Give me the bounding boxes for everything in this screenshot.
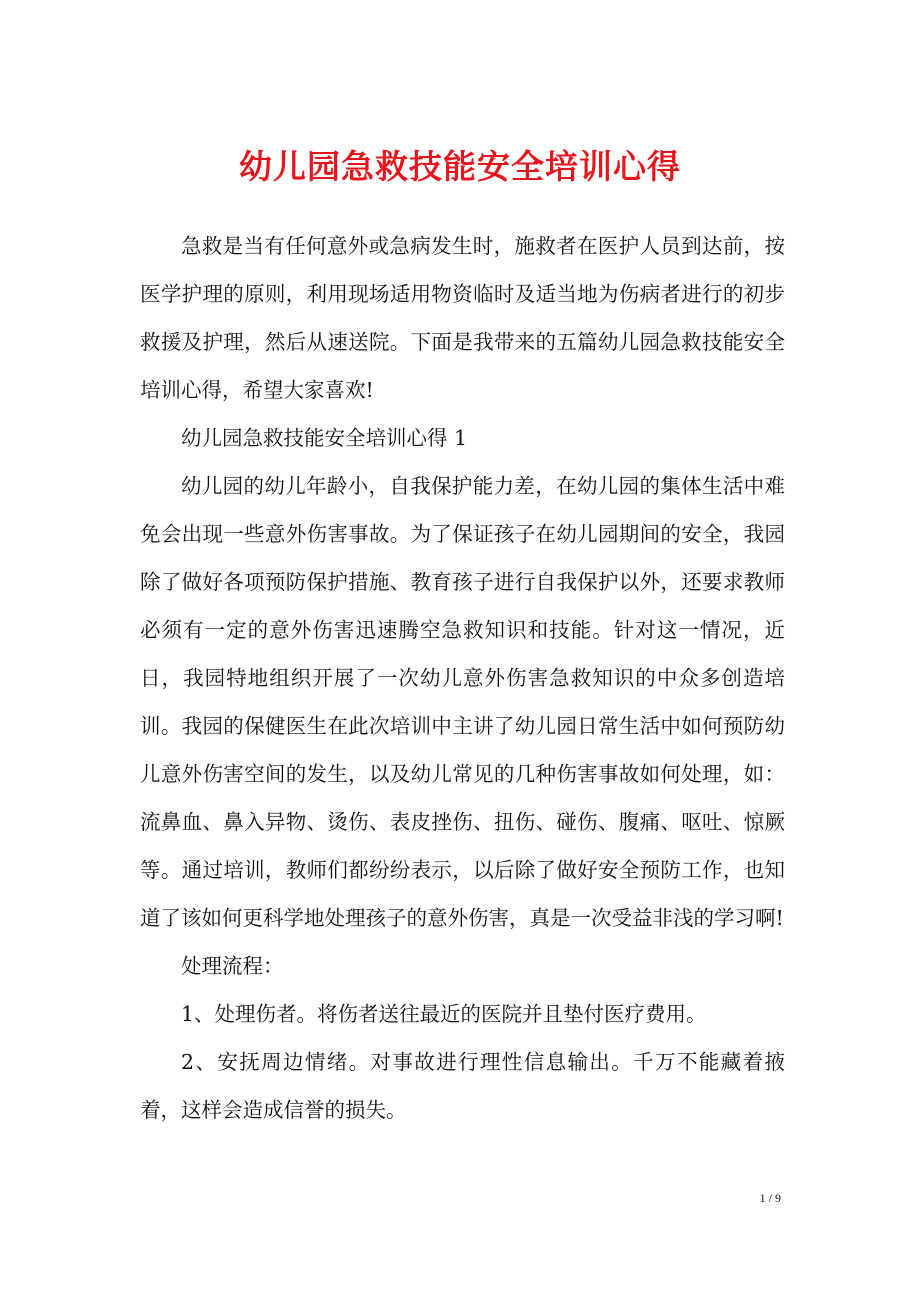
process-step-2: 2、安抚周边情绪。对事故进行理性信息输出。千万不能藏着掖着，这样会造成信誉的损失。	[140, 1050, 785, 1122]
process-heading: 处理流程：	[181, 954, 284, 978]
page-number: 1 / 9	[759, 1191, 781, 1205]
document-body	[140, 222, 785, 1134]
document-title: 幼儿园急救技能安全培训心得	[239, 147, 681, 186]
body-paragraph: 幼儿园的幼儿年龄小，自我保护能力差，在幼儿园的集体生活中难免会出现一些意外伤害事故。为了保证孩子在幼儿园期间的安全，我园除了做好各项预防保护措施、教育孩子进行自我保护以外，还要求教师必须有一定的意外伤害迅速腾空急救知识和技能。针对这一情况，近日，我园特地组织开展了一次幼儿意外伤害急救知识的中众多创造培训。我园的保健医生在此次培训中主讲了幼儿园日常生活中如何预防幼儿意外伤害空间的发生，以及幼儿常见的几种伤害事故如何处理，如：流鼻血、鼻入异物、烫伤、表皮挫伤、扭伤、碰伤、腹痛、呕吐、惊厥等。通过培训，教师们都纷纷表示，以后除了做好安全预防工作，也知道了该如何更科学地处理孩子的意外伤害，真是一次受益非浅的学习啊!	[140, 474, 785, 930]
process-step-1: 1、处理伤者。将伤者送往最近的医院并且垫付医疗费用。	[181, 1002, 707, 1026]
section-heading: 幼儿园急救技能安全培训心得 1	[181, 426, 468, 450]
intro-paragraph: 急救是当有任何意外或急病发生时，施救者在医护人员到达前，按医学护理的原则，利用现场适用物资临时及适当地为伤病者进行的初步救援及护理，然后从速送院。下面是我带来的五篇幼儿园急救技能安全培训心得，希望大家喜欢!	[140, 234, 785, 402]
